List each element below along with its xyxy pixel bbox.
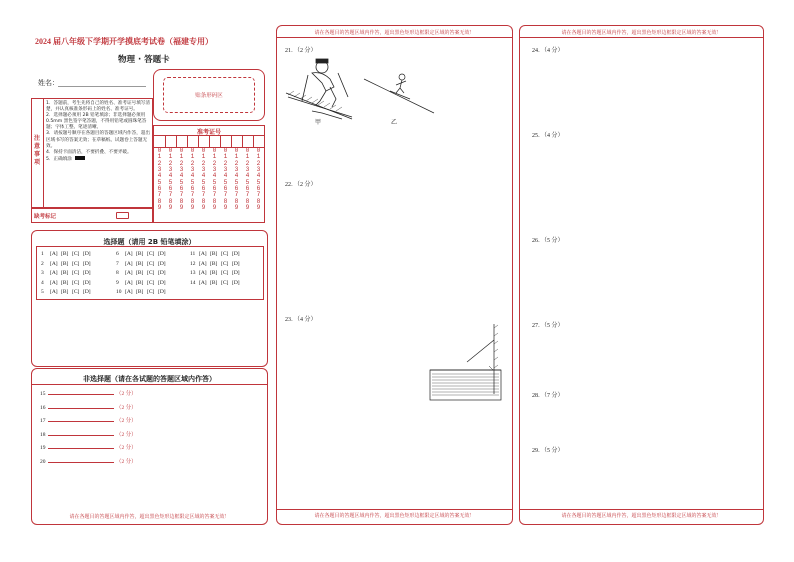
barcode-area[interactable] [163,77,255,113]
mc-option-bubble[interactable]: [B] [61,260,69,267]
mc-question-number: 9 [116,279,119,286]
exam-id-digit-bubble[interactable]: 6 [168,185,173,193]
mc-option-bubble[interactable]: [C] [221,279,229,286]
fill-score: （2 分） [116,445,137,451]
mc-question-number: 11 [190,251,196,257]
mc-option-bubble[interactable]: [D] [158,270,166,276]
exam-id-digit-bubble[interactable]: 1 [223,153,228,161]
exam-id-digit-bubble[interactable]: 1 [179,153,184,161]
exam-id-digit-bubble[interactable]: 5 [179,178,184,186]
barcode-label: 贴条形码区 [195,93,223,99]
exam-id-digit-column [244,148,251,211]
mc-option-bubble[interactable]: [C] [147,260,155,267]
exam-id-digit-column [211,148,218,211]
exam-id-digit-bubble[interactable]: 3 [256,166,261,174]
exam-id-digit-bubble[interactable]: 0 [179,147,184,154]
mc-option-bubble[interactable]: [D] [83,270,91,276]
exam-id-digit-bubble[interactable]: 7 [157,191,162,199]
exam-id-digit-bubble[interactable]: 3 [212,166,217,174]
mc-option-bubble[interactable]: [D] [83,289,91,295]
mc-option-bubble[interactable]: [B] [210,260,218,267]
exam-id-digit-bubble[interactable]: 7 [179,191,184,199]
exam-id-digit-bubble[interactable]: 8 [256,197,261,205]
mc-question-row [116,289,169,295]
exam-id-digit-bubble[interactable]: 5 [223,178,228,186]
exam-id-digit-bubble[interactable]: 5 [201,178,206,186]
fill-answer-line[interactable] [48,389,114,395]
exam-id-digit-bubble[interactable]: 2 [201,159,206,167]
barcode-panel [153,69,265,121]
mc-question-row [116,270,169,276]
middle-panel [276,25,513,525]
fill-question-number: 17 [40,418,46,424]
exam-id-digit-column [156,148,163,211]
question-29-label: 29．（5 分） [532,448,564,454]
mc-option-bubble[interactable]: [D] [83,279,91,286]
question-28-label: 28．（7 分） [532,393,564,399]
mc-option-bubble[interactable]: [C] [221,270,229,276]
mc-option-bubble[interactable]: [D] [232,251,240,257]
exam-id-digit-bubble[interactable]: 5 [234,178,239,186]
exam-id-digit-bubble[interactable]: 4 [201,172,206,180]
fill-answer-line[interactable] [48,416,114,422]
mc-option-bubble[interactable]: [C] [147,251,155,257]
mc-option-bubble[interactable]: [B] [61,270,69,276]
exam-id-digit-bubble[interactable]: 6 [179,185,184,193]
mc-option-bubble[interactable]: [B] [136,270,144,276]
exam-id-digit-bubble[interactable]: 2 [157,159,162,167]
exam-id-digit-bubble[interactable]: 5 [245,178,250,186]
exam-id-digit-bubble[interactable]: 0 [245,147,250,154]
exam-id-digit-bubble[interactable]: 5 [212,178,217,186]
mc-option-bubble[interactable]: [D] [232,270,240,276]
fill-question-row [40,403,137,411]
exam-id-digit-bubble[interactable]: 4 [179,172,184,180]
exam-id-digit-column [255,148,262,211]
absent-label: 缺考标记 [34,214,57,220]
mc-option-bubble[interactable]: [B] [136,289,144,295]
skier-figure [282,53,362,121]
mc-question-row [190,280,243,286]
mc-option-bubble[interactable]: [C] [72,251,80,257]
fill-question-row [40,416,137,424]
exam-id-digit-column [200,148,207,211]
mc-option-bubble[interactable]: [A] [125,289,133,295]
mc-option-bubble[interactable]: [D] [232,279,240,286]
exam-id-digit-bubble[interactable]: 0 [212,147,217,154]
notice-box [31,98,153,208]
exam-id-digit-bubble[interactable]: 7 [168,191,173,199]
fill-answer-line[interactable] [48,430,114,436]
exam-id-digit-bubble[interactable]: 7 [256,191,261,199]
warning-text: 请在各题目的答题区域内作答，超出黑色矩形边框限定区域的答案无效！ [314,513,475,519]
fill-question-number: 15 [40,391,46,397]
exam-id-digit-bubble[interactable]: 1 [190,153,195,161]
mc-answer-area [36,246,264,300]
exam-id-digit-bubble[interactable]: 9 [223,204,228,212]
exam-id-digit-bubble[interactable]: 9 [168,204,173,212]
mc-question-row [41,289,94,295]
question-24-label: 24．（4 分） [532,48,564,54]
fill-question-row [40,430,137,438]
mc-option-bubble[interactable]: [C] [72,260,80,267]
mc-option-bubble[interactable]: [A] [50,279,58,286]
exam-id-digit-bubble[interactable]: 4 [190,172,195,180]
mc-question-row [190,270,243,276]
exam-id-digit-bubble[interactable]: 3 [201,166,206,174]
mc-option-bubble[interactable]: [D] [83,251,91,257]
mc-option-bubble[interactable]: [D] [232,260,240,267]
exam-id-digit-bubble[interactable]: 4 [212,172,217,180]
exam-id-digit-bubble[interactable]: 2 [179,159,184,167]
exam-id-digit-bubble[interactable]: 6 [223,185,228,193]
exam-id-digit-bubble[interactable]: 5 [168,178,173,186]
exam-id-digit-bubble[interactable]: 1 [168,153,173,161]
exam-id-digit-bubble[interactable]: 6 [256,185,261,193]
mc-option-bubble[interactable]: [A] [50,270,58,276]
exam-id-digit-bubble[interactable]: 3 [223,166,228,174]
exam-id-digit-bubble[interactable]: 5 [157,178,162,186]
mc-option-bubble[interactable]: [C] [72,279,80,286]
exam-id-digit-bubble[interactable]: 3 [190,166,195,174]
exam-id-digit-bubble[interactable]: 8 [190,197,195,205]
mc-option-bubble[interactable]: [A] [199,251,207,257]
mc-panel [31,230,268,367]
exam-id-digit-bubble[interactable]: 2 [168,159,173,167]
warning-text: 请在各题目的答题区域内作答，超出黑色矩形边框限定区域的答案无效！ [314,30,475,36]
exam-id-digit-bubble[interactable]: 7 [223,191,228,199]
exam-id-digit-bubble[interactable]: 7 [190,191,195,199]
mc-question-row [41,251,94,257]
exam-id-digit-bubble[interactable]: 0 [234,147,239,154]
exam-id-digit-bubble[interactable]: 8 [234,197,239,205]
exam-id-digit-cell[interactable] [253,135,265,147]
notice-item: 3．请按题号顺序在各题目的答题区域内作答，超出区域书写的答案无效；在草稿纸、试题卷上答题无效。 [46,131,150,149]
fill-question-row [40,443,137,451]
exam-id-digit-bubble[interactable]: 7 [212,191,217,199]
exam-id-digit-bubble[interactable]: 4 [256,172,261,180]
exam-id-digit-column [222,148,229,211]
mc-question-number: 3 [41,270,44,276]
mc-option-bubble[interactable]: [C] [147,289,155,295]
exam-id-digit-bubble[interactable]: 1 [256,153,261,161]
exam-id-digit-bubble[interactable]: 8 [157,197,162,205]
figure-caption: 甲 [315,119,322,126]
exam-id-digit-bubble[interactable]: 9 [179,204,184,212]
fill-answer-line[interactable] [48,403,114,409]
fill-score: （2 分） [116,458,137,465]
mc-question-row [190,251,243,257]
mc-question-row [41,261,94,267]
exam-id-digit-bubble[interactable]: 6 [157,185,162,193]
exam-id-digit-bubble[interactable]: 0 [223,147,228,154]
question-27-label: 27．（5 分） [532,323,564,329]
exam-id-digit-bubble[interactable]: 7 [234,191,239,199]
fill-panel [31,368,268,525]
exam-id-digit-bubble[interactable]: 2 [190,159,195,167]
figure-caption: 乙 [391,119,398,126]
notice-item: 2．选择题必须用 2B 铅笔填涂；非选择题必须用 0.5mm 黑色签字笔答题，不得用铅笔或圆珠笔答题；字体工整、笔迹清晰。 [46,113,147,131]
fill-answer-line[interactable] [48,443,114,449]
exam-id-digit-bubble[interactable]: 2 [234,159,239,167]
exam-id-digit-bubble[interactable]: 4 [223,172,228,180]
exam-id-digit-bubble[interactable]: 3 [157,166,162,174]
filled-sample-mark [75,156,85,160]
exam-id-digit-bubble[interactable]: 8 [223,197,228,205]
exam-id-digit-bubble[interactable]: 0 [190,147,195,154]
mc-question-number: 10 [116,289,122,295]
mc-option-bubble[interactable]: [B] [210,251,218,257]
exam-id-digit-bubble[interactable]: 2 [256,159,261,167]
exam-id-digit-bubble[interactable]: 3 [245,166,250,174]
exam-id-digit-bubble[interactable]: 4 [245,172,250,180]
mc-option-bubble[interactable]: [C] [147,279,155,286]
exam-id-digit-bubble[interactable]: 1 [245,153,250,161]
notice-item: 5．正确填涂 [46,156,72,162]
question-25-label: 25．（4 分） [532,133,564,139]
exam-id-digit-bubble[interactable]: 8 [245,197,250,205]
exam-id-digit-bubble[interactable]: 0 [168,147,173,154]
notice-text [46,101,150,163]
mc-option-bubble[interactable]: [A] [125,260,133,267]
exam-id-digit-bubble[interactable]: 2 [245,159,250,167]
exam-id-digit-bubble[interactable]: 5 [256,178,261,186]
absent-checkbox[interactable] [116,212,129,219]
mc-question-row [190,261,243,267]
exam-id-digit-bubble[interactable]: 1 [234,153,239,161]
mc-option-bubble[interactable]: [B] [136,260,144,267]
name-label: 姓名： [38,79,59,87]
exam-id-digit-column [178,148,185,211]
mc-option-bubble[interactable]: [A] [199,260,207,267]
exam-id-digit-bubble[interactable]: 5 [190,178,195,186]
exam-id-digit-bubble[interactable]: 6 [190,185,195,193]
exam-id-digit-bubble[interactable]: 8 [212,197,217,205]
fill-question-number: 20 [40,458,46,465]
exam-id-box [153,125,265,223]
notice-label-cell [32,99,44,207]
slope-figure [362,71,437,116]
mc-question-number: 7 [116,260,119,267]
exam-id-digit-bubble[interactable]: 4 [157,172,162,180]
exam-id-digit-bubble[interactable]: 3 [179,166,184,174]
exam-id-digit-cell[interactable] [154,135,165,147]
mc-option-bubble[interactable]: [B] [210,270,218,276]
mc-question-number: 2 [41,260,44,267]
mc-option-bubble[interactable]: [A] [125,251,133,257]
mc-option-bubble[interactable]: [B] [136,279,144,286]
fill-answer-line[interactable] [48,457,114,463]
mc-question-row [41,270,94,276]
absent-row [31,208,153,223]
mc-question-row [41,280,94,286]
fill-score: （2 分） [116,391,137,397]
notice-item: 1．答题前，考生先将自己的姓名、准考证号填写清楚，并认真核准条形码上的姓名、准考证号。 [46,101,150,113]
warning-text: 请在各题目的答题区域内作答，超出黑色矩形边框限定区域的答案无效！ [561,513,722,519]
fill-score: （2 分） [116,431,137,438]
question-22-label: 22．（2 分） [285,182,317,188]
exam-id-digit-bubble[interactable]: 6 [245,185,250,193]
mc-question-number: 12 [190,260,196,267]
mc-option-bubble[interactable]: [D] [158,279,166,286]
warning-text: 请在各题目的答题区域内作答，超出黑色矩形边框限定区域的答案无效！ [69,514,230,520]
mc-option-bubble[interactable]: [A] [125,279,133,286]
exam-id-digit-bubble[interactable]: 2 [223,159,228,167]
mc-option-bubble[interactable]: [D] [158,289,166,295]
exam-id-digit-bubble[interactable]: 9 [157,204,162,212]
warning-text: 请在各题目的答题区域内作答，超出黑色矩形边框限定区域的答案无效！ [561,30,722,36]
mc-question-row [116,261,169,267]
exam-title: 2024 届八年级下学期开学摸底考试卷（福建专用） [35,37,213,46]
fill-score: （2 分） [116,404,137,411]
mc-option-bubble[interactable]: [C] [72,270,80,276]
notice-label: 注意事项 [34,135,41,166]
mc-option-bubble[interactable]: [B] [61,289,69,295]
mc-question-number: 13 [190,270,196,276]
mc-option-bubble[interactable]: [A] [199,270,207,276]
mc-option-bubble[interactable]: [B] [61,279,69,286]
mc-question-row [116,251,169,257]
water-mirror-figure [427,322,507,412]
exam-id-digit-bubble[interactable]: 9 [245,204,250,212]
mc-question-number: 8 [116,270,119,276]
right-panel [519,25,764,525]
mc-question-number: 5 [41,289,44,295]
exam-id-digit-bubble[interactable]: 8 [179,197,184,205]
exam-id-digit-bubble[interactable]: 0 [256,147,261,154]
notice-item: 4．保持卡面清洁，不要折叠、不要弄破。 [46,149,132,155]
mc-option-bubble[interactable]: [D] [83,260,91,267]
mc-option-bubble[interactable]: [D] [158,260,166,267]
exam-id-digit-bubble[interactable]: 4 [168,172,173,180]
exam-id-digit-bubble[interactable]: 8 [168,197,173,205]
mc-option-bubble[interactable]: [A] [125,270,133,276]
mc-option-bubble[interactable]: [B] [61,251,69,257]
exam-id-digit-bubble[interactable]: 6 [201,185,206,193]
question-23-label: 23．（4 分） [285,317,317,323]
exam-subtitle: 物理 · 答题卡 [118,55,170,65]
exam-id-digit-column [189,148,196,211]
exam-id-digit-bubble[interactable]: 7 [201,191,206,199]
mc-question-number: 4 [41,279,44,286]
exam-id-digit-bubble[interactable]: 3 [234,166,239,174]
fill-question-number: 19 [40,445,46,451]
exam-id-digit-bubble[interactable]: 6 [212,185,217,193]
mc-question-row [116,280,169,286]
exam-id-digit-bubble[interactable]: 7 [245,191,250,199]
fill-score: （2 分） [116,418,137,424]
fill-question-row [40,389,137,397]
exam-id-digit-bubble[interactable]: 1 [157,153,162,161]
exam-id-digit-bubble[interactable]: 1 [201,153,206,161]
mc-title: 选择题（请用 2B 铅笔填涂） [103,238,196,246]
fill-question-number: 16 [40,404,46,411]
exam-id-digit-bubble[interactable]: 2 [212,159,217,167]
exam-id-title: 准考证号 [196,129,221,136]
question-21-label: 21．（2 分） [285,48,317,54]
mc-option-bubble[interactable]: [A] [50,251,58,257]
fill-question-row [40,457,137,465]
exam-id-digit-bubble[interactable]: 9 [190,204,195,212]
fill-title: 非选择题（请在各试题的答题区域内作答） [83,375,216,383]
mc-question-number: 1 [41,251,44,257]
mc-option-bubble[interactable]: [A] [50,289,58,295]
exam-id-digit-bubble[interactable]: 0 [201,147,206,154]
mc-option-bubble[interactable]: [C] [147,270,155,276]
mc-question-number: 14 [190,279,196,286]
exam-id-digit-bubble[interactable]: 9 [212,204,217,212]
mc-option-bubble[interactable]: [B] [210,279,218,286]
name-field[interactable] [58,86,146,87]
exam-id-digit-bubble[interactable]: 4 [234,172,239,180]
exam-id-digit-column [233,148,240,211]
exam-id-digit-bubble[interactable]: 1 [212,153,217,161]
mc-option-bubble[interactable]: [C] [221,260,229,267]
exam-id-digit-column [167,148,174,211]
exam-id-digit-bubble[interactable]: 9 [256,204,261,212]
exam-id-digit-bubble[interactable]: 6 [234,185,239,193]
exam-id-digit-bubble[interactable]: 0 [157,147,162,154]
mc-option-bubble[interactable]: [A] [199,279,207,286]
question-26-label: 26．（5 分） [532,238,564,244]
exam-id-digit-bubble[interactable]: 3 [168,166,173,174]
mc-option-bubble[interactable]: [D] [158,251,166,257]
fill-question-number: 18 [40,431,46,438]
mc-question-number: 6 [116,251,119,257]
mc-option-bubble[interactable]: [A] [50,260,58,267]
exam-id-digit-bubble[interactable]: 9 [201,204,206,212]
exam-id-digit-bubble[interactable]: 9 [234,204,239,212]
mc-option-bubble[interactable]: [B] [136,251,144,257]
exam-id-digit-bubble[interactable]: 8 [201,197,206,205]
mc-option-bubble[interactable]: [C] [72,289,80,295]
mc-option-bubble[interactable]: [C] [221,251,229,257]
